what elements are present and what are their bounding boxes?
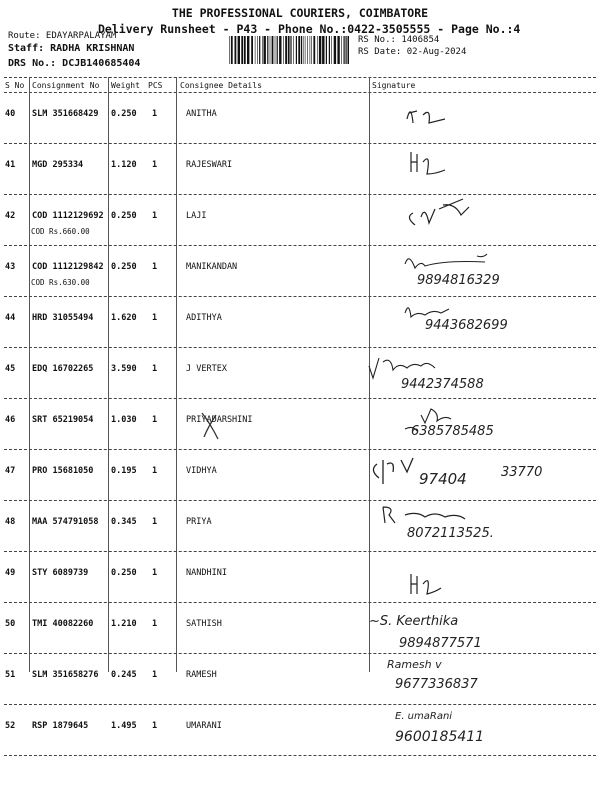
handwritten-signature [365,348,595,399]
table-row [0,195,600,246]
handwritten-signature [365,297,595,348]
row-weight: 0.250 [111,109,137,119]
row-consignment-no: TMI 40082260 [32,619,94,629]
row-consignment-no: PRO 15681050 [32,466,94,476]
row-sno: 41 [5,160,16,170]
row-sno: 42 [5,211,16,221]
svg-text:~S. Keerthika: ~S. Keerthika [369,614,459,629]
handwritten-signature [365,450,595,501]
table-row [0,654,600,705]
row-consignee: J VERTEX [186,364,227,374]
row-weight: 0.250 [111,262,137,272]
row-weight: 0.345 [111,517,137,527]
svg-text:9894816329: 9894816329 [417,273,500,288]
svg-text:33770: 33770 [501,465,543,480]
runsheet-subtitle: Delivery Runsheet - P43 - Phone No.:0422-3505555 - Page No.:4 [98,22,521,36]
row-consignee: PRIYADARSHINI [186,415,253,425]
company-title: THE PROFESSIONAL COURIERS, COIMBATORE [171,6,429,20]
svg-text:E. umaRani: E. umaRani [395,711,453,722]
row-consignee: PRIYA [186,517,212,527]
barcode [229,36,349,64]
handwritten-signature [365,705,595,756]
row-pcs: 1 [152,466,158,476]
row-sno: 48 [5,517,16,527]
staff-label: Staff: RADHA KRISHNAN [8,43,135,54]
table-row [0,450,600,501]
row-consignment-no: MAA 574791058 [32,517,99,527]
row-consignee: LAJI [186,211,207,221]
svg-text:Ramesh v: Ramesh v [387,658,442,671]
row-pcs: 1 [152,211,158,221]
row-weight: 0.250 [111,568,137,578]
col-header-sno: S No [5,81,25,90]
row-pcs: 1 [152,670,158,680]
row-cod-amount: COD Rs.660.00 [31,227,90,236]
table-row [0,297,600,348]
row-pcs: 1 [152,364,158,374]
row-weight: 0.245 [111,670,137,680]
row-consignee: SATHISH [186,619,222,629]
rs-number: RS No.: 1406854 [358,35,440,45]
row-pcs: 1 [152,262,158,272]
row-sno: 47 [5,466,16,476]
row-sno: 40 [5,109,16,119]
handwritten-signature [365,195,595,246]
row-pcs: 1 [152,568,158,578]
row-sno: 52 [5,721,16,731]
table-row [0,705,600,756]
handwritten-signature [365,93,595,144]
row-weight: 1.120 [111,160,137,170]
row-sno: 43 [5,262,16,272]
row-consignee: UMARANI [186,721,222,731]
handwritten-signature [365,552,595,603]
table-row [0,93,600,144]
col-header-weight: Weight [111,81,140,90]
cross-mark-icon [198,409,222,441]
table-row [0,552,600,603]
handwritten-signature [365,654,595,705]
handwritten-signature [365,246,595,297]
table-row [0,501,600,552]
row-sno: 44 [5,313,16,323]
row-weight: 3.590 [111,364,137,374]
row-weight: 1.030 [111,415,137,425]
svg-text:9442374588: 9442374588 [401,377,484,392]
row-consignee: ADITHYA [186,313,222,323]
svg-text:9894877571: 9894877571 [399,636,482,651]
row-pcs: 1 [152,313,158,323]
table-row [0,603,600,654]
row-weight: 0.195 [111,466,137,476]
row-consignment-no: SLM 351668429 [32,109,99,119]
row-sno: 46 [5,415,16,425]
row-consignment-no: SLM 351658276 [32,670,99,680]
row-consignee: ANITHA [186,109,217,119]
handwritten-signature [365,144,595,195]
row-sno: 49 [5,568,16,578]
row-sno: 50 [5,619,16,629]
row-divider [4,755,596,756]
route-label: Route: EDAYARPALAYAM [8,31,117,41]
row-consignee: VIDHYA [186,466,217,476]
row-weight: 1.495 [111,721,137,731]
handwritten-signature [365,603,595,654]
row-pcs: 1 [152,160,158,170]
row-consignment-no: STY 6089739 [32,568,89,578]
row-pcs: 1 [152,517,158,527]
col-header-signature: Signature [372,81,416,90]
row-pcs: 1 [152,619,158,629]
table-row [0,399,600,450]
row-sno: 45 [5,364,16,374]
row-consignment-no: COD 1112129842 [32,262,104,272]
row-consignment-no: HRD 31055494 [32,313,94,323]
handwritten-signature [365,501,595,552]
row-sno: 51 [5,670,16,680]
row-consignee: NANDHINI [186,568,227,578]
row-pcs: 1 [152,109,158,119]
row-weight: 1.210 [111,619,137,629]
row-consignment-no: RSP 1879645 [32,721,89,731]
row-consignee: RAMESH [186,670,217,680]
rs-date: RS Date: 02-Aug-2024 [358,47,467,57]
row-pcs: 1 [152,721,158,731]
row-cod-amount: COD Rs.630.00 [31,278,90,287]
svg-text:8072113525.: 8072113525. [407,526,494,541]
header-top-rule [4,77,596,78]
row-consignee: RAJESWARI [186,160,233,170]
col-header-pcs: PCS [148,81,163,90]
table-row [0,246,600,297]
svg-text:97404: 97404 [419,470,467,488]
svg-text:9443682699: 9443682699 [425,318,508,333]
row-consignment-no: EDQ 16702265 [32,364,94,374]
handwritten-signature [365,399,595,450]
svg-text:6385785485: 6385785485 [411,424,494,439]
row-consignment-no: COD 1112129692 [32,211,104,221]
row-weight: 1.620 [111,313,137,323]
col-header-consignee: Consignee Details [180,81,262,90]
drs-number: DRS No.: DCJB140685404 [8,58,141,69]
table-row [0,348,600,399]
row-consignee: MANIKANDAN [186,262,238,272]
table-row [0,144,600,195]
svg-text:9677336837: 9677336837 [395,677,478,692]
row-weight: 0.250 [111,211,137,221]
row-pcs: 1 [152,415,158,425]
row-consignment-no: MGD 295334 [32,160,84,170]
row-consignment-no: SRT 65219054 [32,415,94,425]
col-header-consignment: Consignment No [32,81,100,90]
svg-text:9600185411: 9600185411 [395,729,485,745]
